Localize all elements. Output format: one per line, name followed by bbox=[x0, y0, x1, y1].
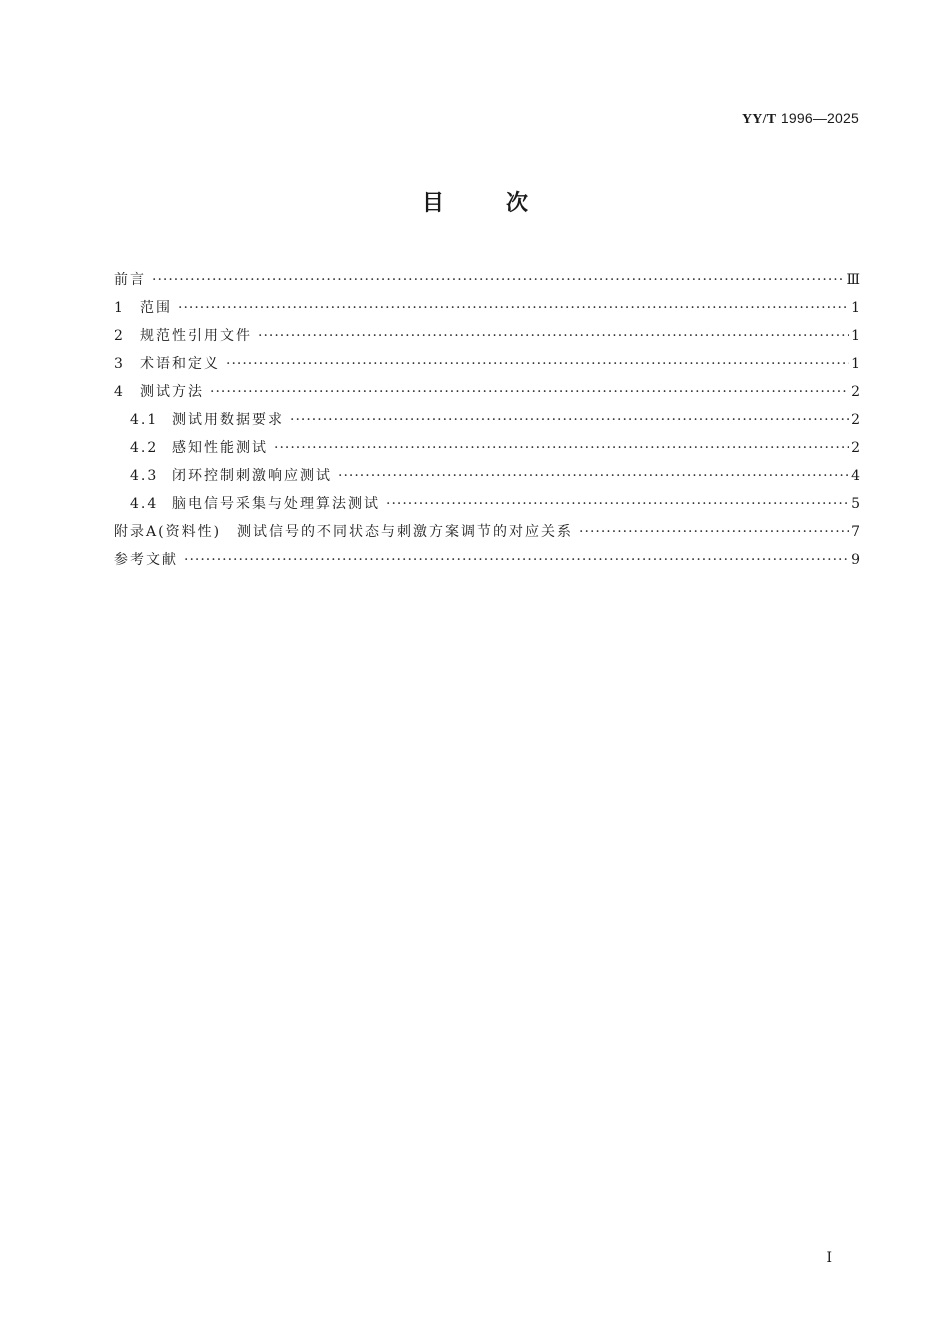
toc-entry-number: 3 bbox=[114, 356, 123, 372]
toc-entry-number: 4.4 bbox=[130, 496, 159, 512]
toc-entry-page: 5 bbox=[851, 496, 860, 512]
table-of-contents bbox=[114, 266, 860, 574]
toc-entry-label: 感知性能测试 bbox=[172, 440, 268, 456]
toc-entry[interactable] bbox=[114, 490, 860, 518]
toc-entry[interactable] bbox=[114, 294, 860, 322]
toc-entry-number: 1 bbox=[114, 300, 123, 316]
toc-dot-leader bbox=[386, 490, 849, 518]
toc-entry[interactable] bbox=[114, 322, 860, 350]
toc-entry-page: 1 bbox=[851, 300, 860, 316]
toc-entry-page: 2 bbox=[851, 412, 860, 428]
toc-entry-label: 术语和定义 bbox=[140, 356, 220, 372]
toc-entry-page: 1 bbox=[851, 356, 860, 372]
toc-entry-page: 9 bbox=[851, 552, 860, 568]
toc-entry[interactable] bbox=[114, 406, 860, 434]
toc-entry-number: 4.3 bbox=[130, 468, 159, 484]
toc-dot-leader bbox=[290, 406, 849, 434]
page-title: 目次 bbox=[421, 191, 590, 216]
toc-entry-page: 2 bbox=[851, 384, 860, 400]
toc-dot-leader bbox=[338, 462, 849, 490]
standard-prefix: YY/T bbox=[742, 112, 777, 127]
toc-entry-page: 4 bbox=[851, 468, 860, 484]
toc-entry-number: 4.2 bbox=[130, 440, 159, 456]
toc-entry[interactable] bbox=[114, 378, 860, 406]
toc-dot-leader bbox=[178, 294, 849, 322]
toc-entry-page: Ⅲ bbox=[846, 272, 860, 288]
toc-entry[interactable] bbox=[114, 518, 860, 546]
toc-entry-number: 2 bbox=[114, 328, 123, 344]
standard-number: 1996—2025 bbox=[780, 110, 859, 126]
toc-dot-leader bbox=[226, 350, 849, 378]
toc-dot-leader bbox=[274, 434, 849, 462]
toc-entry[interactable] bbox=[114, 266, 860, 294]
toc-entry-label: 前言 bbox=[114, 272, 146, 288]
toc-entry-label: 附录A(资料性) 测试信号的不同状态与刺激方案调节的对应关系 bbox=[114, 524, 574, 540]
toc-entry-page: 7 bbox=[851, 524, 860, 540]
toc-entry[interactable] bbox=[114, 546, 860, 574]
page-number: I bbox=[826, 1250, 832, 1266]
toc-entry-page: 1 bbox=[851, 328, 860, 344]
toc-dot-leader bbox=[579, 518, 849, 546]
toc-entry-label: 规范性引用文件 bbox=[140, 328, 252, 344]
toc-entry-label: 闭环控制刺激响应测试 bbox=[172, 468, 332, 484]
toc-dot-leader bbox=[184, 546, 849, 574]
toc-entry-label: 参考文献 bbox=[114, 552, 178, 568]
toc-entry[interactable] bbox=[114, 350, 860, 378]
toc-entry[interactable] bbox=[114, 434, 860, 462]
toc-entry-number: 4 bbox=[114, 384, 123, 400]
toc-dot-leader bbox=[210, 378, 849, 406]
toc-entry-label: 测试用数据要求 bbox=[172, 412, 284, 428]
toc-entry-label: 范围 bbox=[140, 300, 172, 316]
toc-entry-number: 4.1 bbox=[130, 412, 159, 428]
toc-dot-leader bbox=[152, 266, 844, 294]
toc-entry-page: 2 bbox=[851, 440, 860, 456]
toc-entry-label: 脑电信号采集与处理算法测试 bbox=[172, 496, 380, 512]
standard-code bbox=[742, 110, 859, 128]
toc-entry-label: 测试方法 bbox=[140, 384, 204, 400]
toc-entry[interactable] bbox=[114, 462, 860, 490]
toc-dot-leader bbox=[258, 322, 849, 350]
